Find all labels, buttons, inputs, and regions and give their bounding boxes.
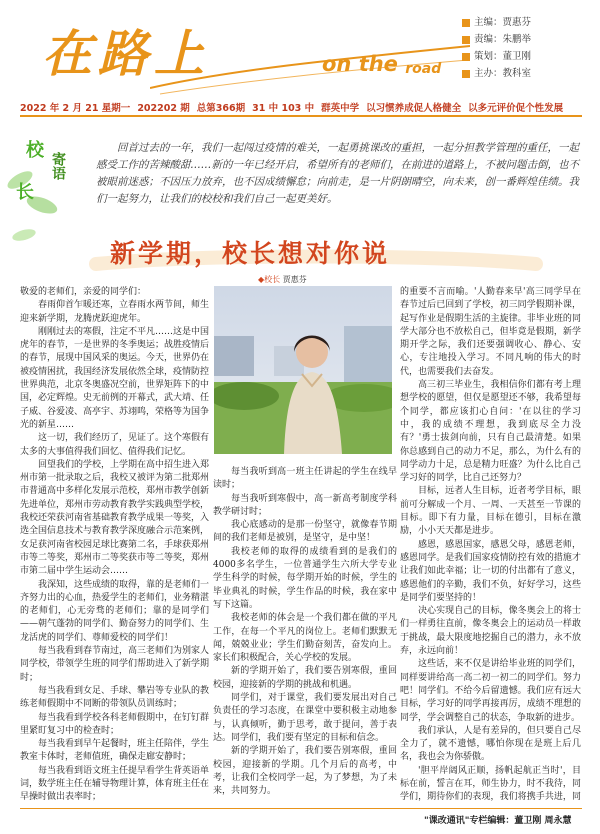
paragraph: 这一切，我们经历了，见证了。这个寒假有太多的大事值得我们回忆、值得我们记忆。: [20, 433, 209, 457]
paragraph: 我深知，这些成绩的取得，靠的是老师们一齐努力出的心血，热爱学生的老师们，业务精湛的老师们，心无旁骛的老师们；靠的是同学们——朝气蓬勃的同学们、勤奋努力的同学们、生龙活虎的同学们、尊师爱校的同学们！: [20, 579, 209, 643]
credit-row: 主编： 贾惠芬: [462, 14, 531, 31]
paragraph: 春雨仰首乍暖还寒，立春雨水两节间，师生迎来新学期，龙腾虎跃迎虎年。: [20, 300, 209, 324]
paragraph: 我心底感动的是那一份坚守，就像春节期间的我们老师是被别，是坚守，是中坚！: [213, 520, 397, 544]
paragraph: 每当我看到春节南过，高三老师们为别家人同学校，带领学生班的同学们帮助进入了新学期时；: [20, 646, 209, 683]
paragraph: 高三初三毕业生，我相信你们都有考上理想学校的愿望，但仅是愿望还不够，我希望每个同学，都应该扪心自问：'在以往的学习中，我的成绩不理想，我到底尽全力没有？'勇士拔剑向前，只有自己最清楚。如果你总感到自己的动力不足，那么，为什么有的同学动力十足，总是精力旺盛？为什么比自己学习好的同学，比自己还努力？: [400, 380, 581, 484]
article-column-3: [400, 286, 581, 804]
masthead: [0, 0, 600, 100]
paragraph: 刚刚过去的寒假，注定不平凡……这是中国虎年的春节，一是世界的冬季奥运；战胜疫情后的春节，展现中国风采的奥运。今天，世界仍在被疫情困扰，我国经济发展依然全球，疫情防控世界典范，北京冬奥盛况空前，世界矩阵下的中国，必定辉煌。史无前例的开幕式，武大靖、任子威、谷爱凌、高亭宇、苏翊鸣，荣格等为国争光的新星……: [20, 326, 209, 430]
paragraph: 敬爱的老师们，亲爱的同学们：: [20, 287, 147, 297]
masthead-en-part1: on the: [322, 52, 398, 76]
issue-date: 2022 年 2 月 21 星期一: [20, 103, 131, 114]
paragraph: 回望我们的学校，上学期在高中招生进入郑州市第一批录取之后，我校又被评为第二批郑州市普通高中多样化发展示范校，郑州市教学创新先进单位，郑州市劳动教育教学实践典型学校，我校还荣获河南省基础教育教学成果一等奖，入选全国信息技术与教育教学深度融合示范案例，女足获河南省校园足球比赛第二名，手球获郑州市等二等奖，郑州市二等奖获市等二等奖，郑州市第二届中学生运动会……: [20, 459, 209, 577]
article-column-2: [213, 466, 397, 798]
bullet-square-icon: [462, 36, 470, 44]
masthead-en-part2: road: [405, 61, 442, 77]
paragraph: 同学们，对于课堂，我们要发展出对自己负责任的学习态度，在课堂中要积极主动地参与，认真倾听，勤于思考，敢于提问，善于表达。同学们，我们要有坚定的目标和信念。: [213, 693, 397, 743]
paragraph: 新的学期开始了，我们要告别寒假，重回校园，迎接新的学期。几个月后的高考，中考，让我们全校同学一起，为了梦想，为了未来，共同努力。: [213, 746, 397, 797]
credit-row: 策划： 董卫刚: [462, 48, 531, 65]
paragraph: 每当我看到学校各科老师假期中，在钉钉群里紧盯复习中的检查时；: [20, 712, 209, 736]
byline-name: 贾惠芬: [282, 275, 307, 284]
paragraph: 我们承认，人是有差异的，但只要自己尽全力了，就不遗憾，哪怕你现在是班上后几名，我也会为你骄傲。: [400, 725, 581, 763]
side-title-char-2: 长: [16, 182, 34, 203]
bullet-square-icon: [462, 19, 470, 27]
article-byline: [258, 274, 307, 285]
footer-editor-credit: "课改通讯"专栏编辑：董卫刚 周永慧: [424, 816, 572, 826]
bullet-square-icon: [462, 53, 470, 61]
issue-info-bar: [20, 99, 582, 117]
principal-photo: [214, 286, 392, 454]
paragraph: 决心实现自己的目标，像冬奥会上的将士们一样勇往直前，像冬奥会上的运动员一样敢于挑战，最大限度地挖掘自己的潜力，永不放弃，永远向前！: [400, 606, 581, 657]
issue-grade: 31 中 103 中: [252, 103, 315, 114]
paragraph: 感恩，感恩国家，感恩父母，感恩老师，感恩同学。是我们国家疫情防控有效的措施才让我们如此幸福；让一切的付出都有了意义，感恩他们的辛勤，我们不负，好好学习，这些是同学们要坚持的！: [400, 539, 581, 603]
issue-number: 总第366期: [196, 103, 246, 114]
issue-motto-1: 以习惯养成促人格健全: [366, 103, 462, 114]
article-column-1: [20, 286, 209, 804]
issue-motto-2: 以多元评价促个性发展: [468, 103, 564, 114]
issue-term: 202202 期: [137, 103, 190, 114]
side-title-char-1: 校: [26, 140, 44, 161]
paragraph: 每当我看到语文班主任提早看学生背英语单词，数学班主任在辅导物理计算，体育班主任在早操时做出表率时；: [20, 765, 209, 803]
masthead-title-en: [322, 52, 441, 76]
side-title-char-3: 寄语: [50, 152, 66, 180]
bullet-square-icon: [462, 70, 470, 78]
paragraph: 我校老师的体会是一个我们都在做的平凡工作，在每一个平凡的岗位上。老师们默默无闻，兢兢业业；学生们勤奋刻苦，奋发向上。家长们积极配合，关心学校的发展。: [213, 613, 397, 664]
paragraph: 每当我听到高一班主任讲起的学生在线早读时；: [213, 467, 397, 491]
principal-message-label: [16, 134, 76, 224]
paragraph: 这些话，来不仅是讲给毕业班的同学们，同样要讲给高一高二初一初二的同学们。努力吧！同学们。不给今后留遗憾。我们应有远大目标，学习好的同学再接再厉，成绩不理想的同学，学会调整自己的状态，争取新的进步。: [400, 659, 581, 723]
masthead-title-cn: 在路上: [42, 24, 210, 83]
paragraph: 我校老师的取得的成绩看到的是我们的4000多名学生，一位普通学生六所大学专业学生科学的时候，每学期开始的时候，学生的毕业典礼的时候，学生作品的时候，我在家中写下这篇。: [213, 546, 397, 610]
byline-role: ◆校长: [258, 275, 281, 284]
paragraph: 目标，远者人生目标，近者考学目标，眼前可分解成一个月、一周、一天甚至一节课的目标。即下有力量，目标在德引，目标在激励，小小天天都是进步。: [400, 486, 581, 537]
credit-row: 责编： 朱鹏举: [462, 31, 531, 48]
paragraph: 的重要不言而喻。'人勤春来早'高三同学早在春节过后已回到了学校，初三同学假期补课，起写作业是假期生活的主旋律。非毕业班的同学大部分也不放松自己，但毕竟是假期，新学期开学之际，我们还要强调收心、静心、安心，专注地投入学习。不同凡响的伟大的时代，也需要我们去奋发。: [400, 287, 581, 377]
principal-message-text: 回首过去的一年，我们一起闯过疫情的难关，一起勇挑课改的重担，一起分担教学管理的重任，一起感受工作的苦辣酸甜……新的一年已经开启，希望所有的老师们，在前进的道路上，不被问题击倒，也不被眼前迷惑；不因压力放弃，也不因成绩懈怠；向前走，是一片阴朗晴空，向未来，创一番辉煌佳绩。我们一起努力，让我们的校校和我们自己一起更美好。: [96, 142, 579, 205]
credits-list: [462, 14, 531, 82]
paragraph: 新的学期开始了，我们要告别寒假，重回校园，迎接新的学期的挑战和机遇。: [213, 666, 397, 690]
credit-row: 主办： 教科室: [462, 65, 531, 82]
paragraph: '胆平岸阔风正顺，扬帆起航正当时'，目标在前，誓言在耳，师生协力，时不我待，同学们，期待你们的表现，我们将携手共进，同: [400, 765, 581, 803]
article-title: 新学期，校长想对你说: [110, 239, 391, 268]
issue-school: 群英中学: [321, 103, 360, 114]
paragraph: 每当我看到早午起餐时，班主任陪伴，学生教室卡体时，老师值班，确保走廊安静时；: [20, 739, 209, 763]
paragraph: 每当我听到寒假中，高一新高考制度学科教学研讨时；: [213, 493, 397, 517]
paragraph: 每当我看到女足、手球、攀岩等专业队的教练老师假期中不同断的带领队员训练时；: [20, 685, 209, 710]
